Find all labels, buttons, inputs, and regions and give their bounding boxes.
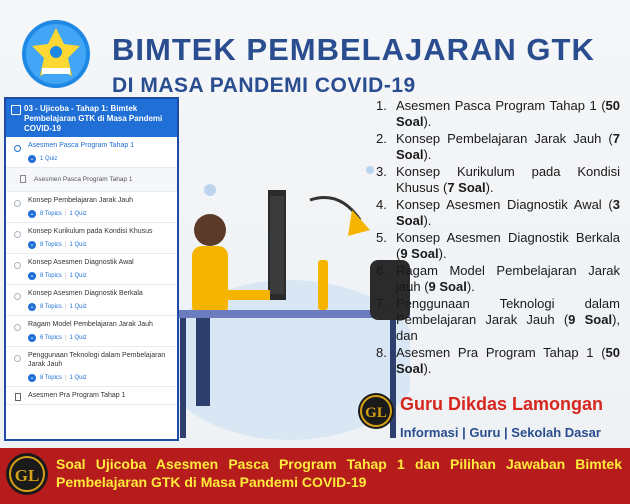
lesson-item[interactable]: Konsep Kurikulum pada Kondisi Khusus ⌄ 8 Topics | 1 Quiz bbox=[6, 223, 177, 254]
chevron-down-icon[interactable]: ⌄ bbox=[29, 211, 35, 217]
lesson-item[interactable]: Konsep Pembelajaran Jarak Jauh ⌄ 8 Topics | 1 Quiz bbox=[6, 192, 177, 223]
lesson-item[interactable]: Asesmen Pasca Program Tahap 1 ⌄ 1 Quiz bbox=[6, 137, 177, 168]
status-circle-icon bbox=[14, 200, 21, 207]
lesson-item[interactable]: Ragam Model Pembelajaran Jarak Jauh ⌄ 6 Topics | 1 Quiz bbox=[6, 316, 177, 347]
chevron-down-icon[interactable]: ⌄ bbox=[29, 375, 35, 381]
list-item: 7. Penggunaan Teknologi dalam Pembelajaran Jarak Jauh (9 Soal), dan bbox=[376, 296, 621, 343]
svg-text:GL: GL bbox=[14, 466, 40, 485]
quiz-document-icon bbox=[20, 175, 26, 183]
status-circle-icon bbox=[14, 231, 21, 238]
status-circle-icon bbox=[14, 145, 21, 152]
course-heading[interactable]: 03 - Ujicoba - Tahap 1: Bimtek Pembelajaran GTK di Masa Pandemi COVID-19 bbox=[6, 99, 177, 137]
brand-tagline: Informasi | Guru | Sekolah Dasar bbox=[400, 425, 601, 440]
list-item: 4. Konsep Asesmen Diagnostik Awal (3 Soal). bbox=[376, 197, 620, 228]
list-item: 8. Asesmen Pra Program Tahap 1 (50 Soal). bbox=[376, 345, 620, 376]
list-item: 1. Asesmen Pasca Program Tahap 1 (50 Soal). bbox=[376, 98, 620, 129]
guru-dikdas-logo bbox=[5, 452, 49, 496]
chevron-down-icon[interactable]: ⌄ bbox=[29, 156, 35, 162]
brand-name: Guru Dikdas Lamongan bbox=[400, 394, 604, 414]
lesson-item[interactable]: Asesmen Pra Program Tahap 1 bbox=[6, 387, 177, 405]
status-circle-icon bbox=[14, 293, 21, 300]
course-book-icon bbox=[11, 105, 21, 115]
lesson-item[interactable]: Konsep Asesmen Diagnostik Awal ⌄ 8 Topics | 1 Quiz bbox=[6, 254, 177, 285]
chevron-down-icon[interactable]: ⌄ bbox=[29, 242, 35, 248]
list-item: 6. Ragam Model Pembelajaran Jarak jauh (9 Soal). bbox=[376, 263, 620, 294]
lesson-item[interactable]: Penggunaan Teknologi dalam Pembelajaran Jarak Jauh ⌄ 8 Topics | 1 Quiz bbox=[6, 347, 177, 387]
chevron-down-icon[interactable]: ⌄ bbox=[29, 304, 35, 310]
list-item: 5. Konsep Asesmen Diagnostik Berkala (9 Soal). bbox=[376, 230, 620, 261]
page-title: BIMTEK PEMBELAJARAN GTK bbox=[112, 32, 595, 67]
lesson-item[interactable]: Konsep Asesmen Diagnostik Berkala ⌄ 8 Topics | 1 Quiz bbox=[6, 285, 177, 316]
svg-text:GL: GL bbox=[365, 405, 387, 421]
chevron-down-icon[interactable]: ⌄ bbox=[29, 273, 35, 279]
guru-dikdas-logo bbox=[357, 392, 395, 430]
quiz-document-icon bbox=[15, 393, 21, 401]
quiz-item[interactable]: Asesmen Pasca Program Tahap 1 bbox=[6, 168, 177, 192]
chevron-down-icon[interactable]: ⌄ bbox=[29, 335, 35, 341]
status-circle-icon bbox=[14, 324, 21, 331]
course-panel bbox=[4, 97, 179, 441]
status-circle-icon bbox=[14, 262, 21, 269]
banner-headline: Soal Ujicoba Asesmen Pasca Program Tahap 1 dan Pilihan Jawaban Bimtek Pembelajaran GTK di Masa Pandemi COVID-19 bbox=[56, 456, 622, 490]
list-item: 2. Konsep Pembelajaran Jarak Jauh (7 Soal). bbox=[376, 131, 620, 162]
quiz-list bbox=[372, 98, 620, 378]
page-subtitle: DI MASA PANDEMI COVID-19 bbox=[112, 74, 416, 97]
tut-wuri-handayani-logo bbox=[20, 18, 92, 90]
list-item: 3. Konsep Kurikulum pada Kondisi Khusus (7 Soal). bbox=[376, 164, 620, 195]
status-circle-icon bbox=[14, 355, 21, 362]
